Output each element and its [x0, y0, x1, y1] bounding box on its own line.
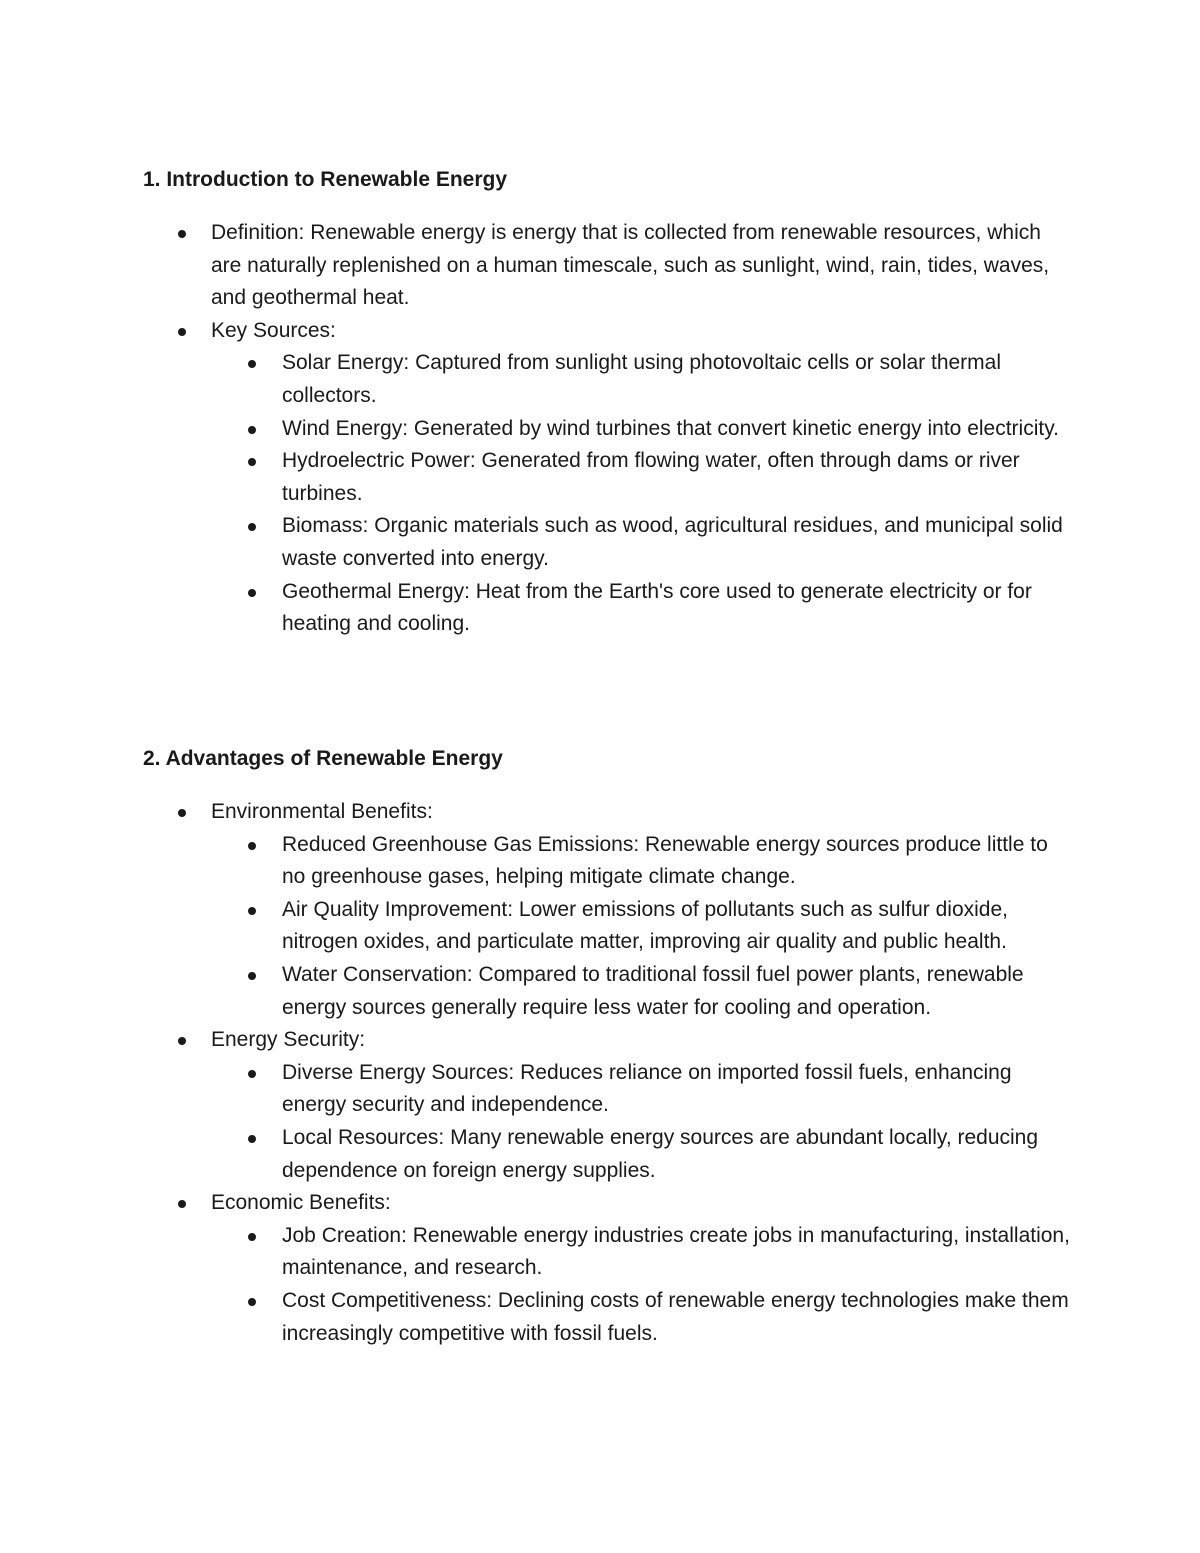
section-heading: 2. Advantages of Renewable Energy: [143, 747, 503, 770]
bullet-icon: [248, 360, 256, 368]
bullet-icon: [248, 842, 256, 850]
bullet-icon: [248, 458, 256, 466]
list-item: [143, 315, 1073, 641]
sub-list-item: [211, 347, 1073, 412]
sub-list-item: [211, 959, 1073, 1024]
sub-list-item: [211, 1220, 1073, 1285]
bullet-icon: [178, 328, 186, 336]
item-text: Definition: Renewable energy is energy that is collected from renewable resources, which are naturally replenished on a human timescale, such as sunlight, wind, rain, tides, waves, and geothermal heat.: [211, 221, 1050, 310]
list-item: [143, 1024, 1073, 1187]
sub-item-text: Diverse Energy Sources: Reduces reliance on imported fossil fuels, enhancing energy security and independence.: [282, 1060, 1012, 1117]
bullet-icon: [248, 589, 256, 597]
sub-list-item: [211, 413, 1073, 446]
item-text: Environmental Benefits:: [211, 800, 433, 823]
bullet-icon: [248, 426, 256, 434]
bullet-icon: [178, 1037, 186, 1045]
sub-item-text: Cost Competitiveness: Declining costs of renewable energy technologies make them increasingly competitive with fossil fuels.: [282, 1288, 1069, 1345]
section-heading: 1. Introduction to Renewable Energy: [143, 168, 508, 191]
bullet-icon: [178, 1200, 186, 1208]
sub-list-item: [211, 829, 1073, 894]
sub-list-item: [211, 1057, 1073, 1122]
sub-item-text: Local Resources: Many renewable energy sources are abundant locally, reducing dependence on foreign energy supplies.: [282, 1125, 1039, 1182]
bullet-icon: [248, 1135, 256, 1143]
sub-list-item: [211, 510, 1073, 575]
sub-item-text: Job Creation: Renewable energy industries create jobs in manufacturing, installation, maintenance, and research.: [282, 1223, 1070, 1280]
sub-item-text: Wind Energy: Generated by wind turbines that convert kinetic energy into electricity.: [282, 416, 1059, 440]
bullet-icon: [248, 907, 256, 915]
section-list: [143, 796, 1073, 1350]
bullet-icon: [248, 1070, 256, 1078]
item-text: Key Sources:: [211, 318, 336, 342]
bullet-icon: [248, 1233, 256, 1241]
sub-item-text: Solar Energy: Captured from sunlight using photovoltaic cells or solar thermal collectors.: [282, 351, 1002, 407]
sub-list-item: [211, 576, 1073, 641]
sub-item-text: Hydroelectric Power: Generated from flowing water, often through dams or river turbines.: [282, 449, 1020, 505]
sub-list: [211, 1057, 1073, 1187]
bullet-icon: [248, 972, 256, 980]
bullet-icon: [178, 809, 186, 817]
sub-list: [211, 829, 1073, 1025]
item-text: Energy Security:: [211, 1028, 366, 1052]
list-item: [143, 1187, 1073, 1350]
item-text: Economic Benefits:: [211, 1191, 391, 1215]
list-item: [143, 217, 1073, 315]
bullet-icon: [178, 230, 186, 238]
sub-list: [211, 347, 1073, 640]
sub-item-text: Air Quality Improvement: Lower emissions of pollutants such as sulfur dioxide, nitrogen oxides, and particulate matter, improving air quality and public health.: [282, 897, 1008, 954]
sub-list-item: [211, 445, 1073, 510]
sub-list-item: [211, 1285, 1073, 1350]
sub-item-text: Geothermal Energy: Heat from the Earth's core used to generate electricity or for heating and cooling.: [282, 579, 1032, 636]
sub-item-text: Reduced Greenhouse Gas Emissions: Renewable energy sources produce little to no greenhouse gases, helping mitigate climate change.: [282, 832, 1048, 889]
bullet-icon: [248, 1298, 256, 1306]
bullet-icon: [248, 523, 256, 531]
list-item: [143, 796, 1073, 1024]
sub-item-text: Water Conservation: Compared to traditional fossil fuel power plants, renewable energy sources generally require less water for cooling and operation.: [282, 962, 1024, 1019]
sub-list-item: [211, 894, 1073, 959]
section-list: [143, 217, 1073, 641]
sub-list-item: [211, 1122, 1073, 1187]
sub-item-text: Biomass: Organic materials such as wood, agricultural residues, and municipal solid waste converted into energy.: [282, 514, 1063, 570]
sub-list: [211, 1220, 1073, 1350]
